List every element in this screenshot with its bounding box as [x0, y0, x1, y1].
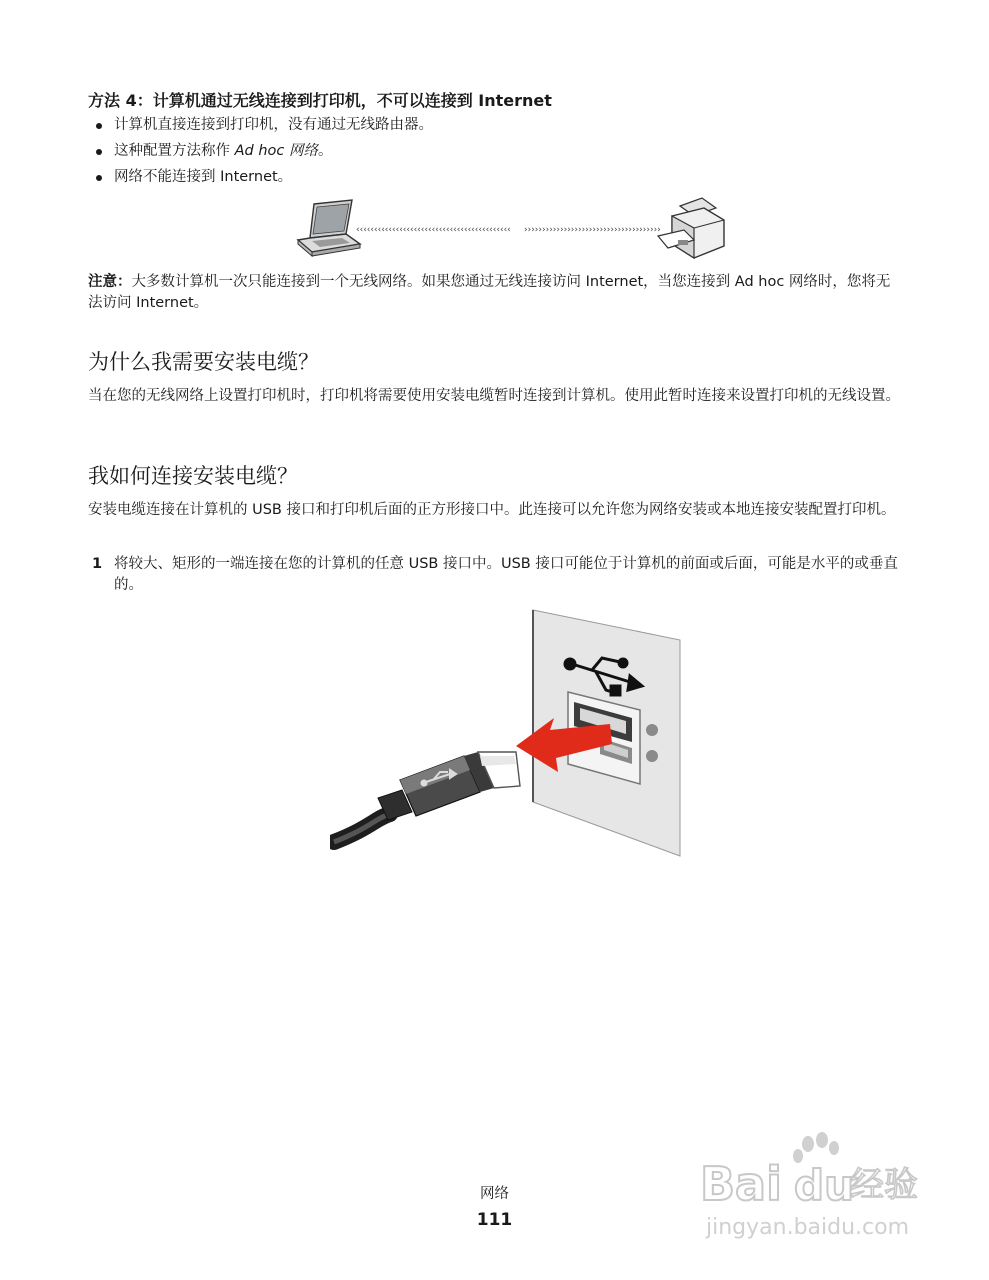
bullet-text-prefix: 这种配置方法称作: [114, 143, 235, 159]
paw-logo-icon: [793, 1132, 839, 1163]
step-text: 将较大、矩形的一端连接在您的计算机的任意 USB 接口中。USB 接口可能位于计算机的前面或后面，可能是水平的或垂直的。: [114, 556, 898, 593]
adhoc-network-figure: [292, 196, 728, 262]
bullet-text: 计算机直接连接到打印机，没有通过无线路由器。: [114, 117, 433, 133]
watermark-product: 经验: [850, 1165, 918, 1205]
section-body-why-cable: 当在您的无线网络上设置打印机时，打印机将需要使用安装电缆暂时连接到计算机。使用此暂时连接来设置打印机的无线设置。: [88, 388, 900, 404]
signal-waves-left: ‹‹‹‹‹‹‹‹‹‹‹‹‹‹‹‹‹‹‹‹‹‹‹‹‹‹‹‹‹‹‹‹‹‹‹‹‹‹‹‹‹‹‹: [356, 225, 511, 235]
section-heading-why-cable: 为什么我需要安装电缆？: [88, 350, 319, 374]
method-bullet-list: [96, 114, 433, 192]
note-text: 大多数计算机一次只能连接到一个无线网络。如果您通过无线连接访问 Internet，当您连接到 Ad hoc 网络时，您将无法访问 Internet。: [88, 274, 891, 311]
bullet-emphasis: Ad hoc 网络: [234, 143, 318, 159]
watermark-url: jingyan.baidu.com: [706, 1215, 910, 1240]
section-heading-connect-cable: 我如何连接安装电缆？: [88, 464, 298, 488]
signal-waves-right: ››››››››››››››››››››››››››››››››››››››: [524, 225, 661, 235]
note: [88, 272, 900, 314]
laptop-icon: [298, 200, 360, 256]
list-item: [96, 166, 433, 192]
list-item: [96, 140, 433, 166]
step-number: 1: [92, 556, 103, 572]
list-item: [96, 114, 433, 140]
step-1: [88, 554, 902, 596]
section-body-connect-cable: 安装电缆连接在计算机的 USB 接口和打印机后面的正方形接口中。此连接可以允许您为网络安装或本地连接安装配置打印机。: [88, 502, 896, 518]
usb-cable-plug: [334, 752, 520, 842]
footer-section-label: 网络: [480, 1186, 509, 1202]
bullet-text-suffix: 。: [317, 143, 333, 159]
usb-connection-figure: [330, 606, 684, 860]
baidu-watermark: [700, 1130, 940, 1245]
bullet-text: 网络不能连接到 Internet。: [114, 169, 293, 185]
watermark-brand-du: du: [794, 1161, 854, 1210]
method-4-title: 方法 4：计算机通过无线连接到打印机，不可以连接到 Internet: [88, 91, 552, 110]
printer-icon: [658, 198, 724, 258]
watermark-brand: Bai: [700, 1157, 782, 1211]
page-number: 111: [476, 1210, 513, 1230]
note-label: 注意：: [88, 274, 132, 290]
